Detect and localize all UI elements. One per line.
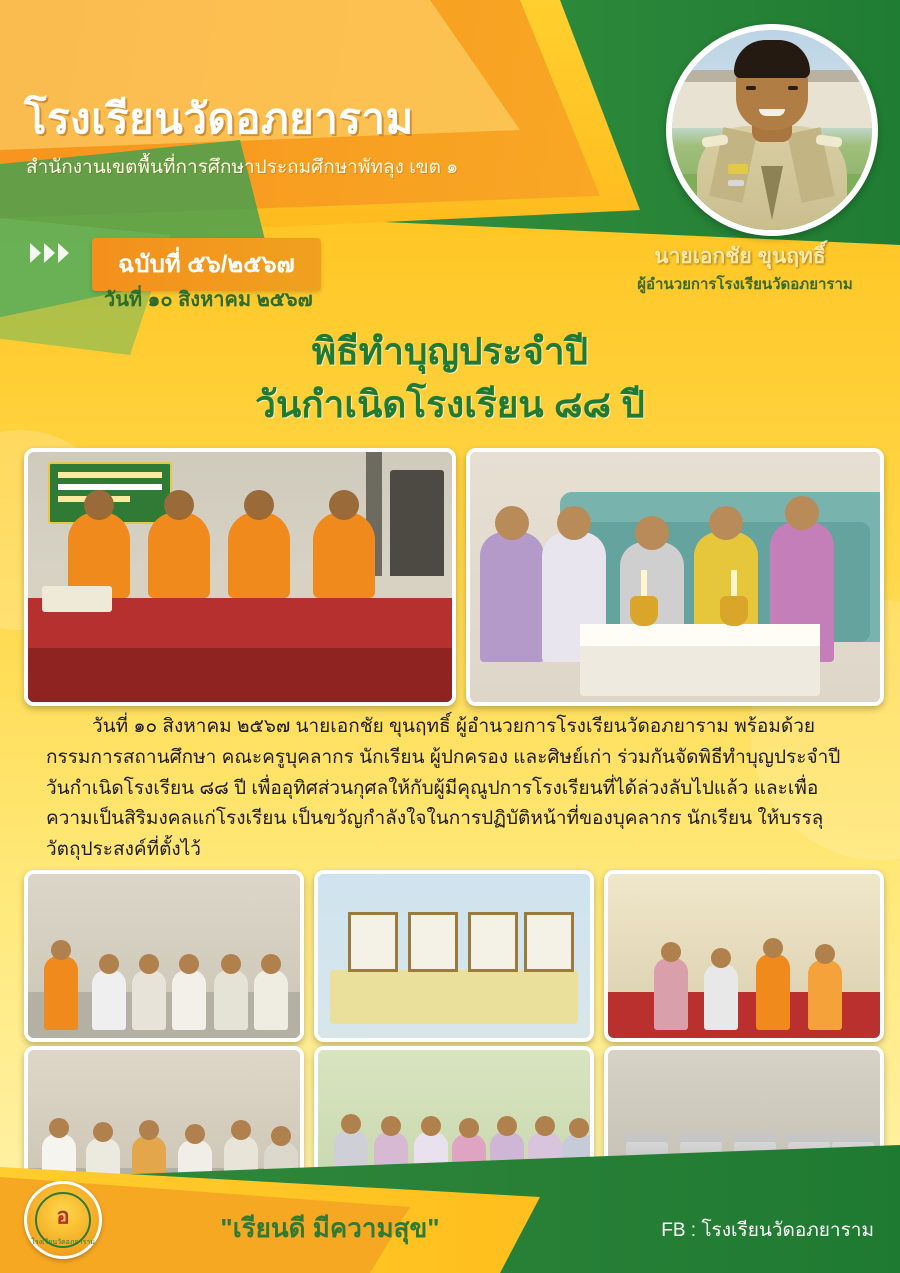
director-role: ผู้อำนวยการโรงเรียนวัดอภยาราม [637, 276, 853, 293]
photo-altar-portraits [314, 870, 594, 1042]
director-name: นายเอกชัย ขุนฤทธิ์ [654, 245, 826, 268]
article-body [46, 712, 858, 866]
office-name: สำนักงานเขตพื้นที่การศึกษาประถมศึกษาพัทลุง เขต ๑ [26, 157, 459, 178]
issue-date: วันที่ ๑๐ สิงหาคม ๒๕๖๗ [104, 289, 313, 311]
photo-candle-lighting [466, 448, 884, 706]
school-logo [24, 1181, 102, 1259]
article-paragraph: วันที่ ๑๐ สิงหาคม ๒๕๖๗ นายเอกชัย ขุนฤทธิ์ ผู้อำนวยการโรงเรียนวัดอภยาราม พร้อมด้วยกรรมการสถานศึกษา คณะครูบุคลากร นักเรียน ผู้ปกครอง และศิษย์เก่า ร่วมกันจัดพิธีทำบุญประจำปีวันกำเนิดโรงเรียน ๘๘ ปี เพื่ออุทิศส่วนกุศลให้กับผู้มีคุณูปการโรงเรียนที่ได้ล่วงลับไปแล้ว และเพื่อความเป็นสิริมงคลแก่โรงเรียน เป็นขวัญกำลังใจในการปฏิบัติหน้าที่ของบุคลากร นักเรียน ให้บรรลุวัตถุประสงค์ที่ตั้งไว้ [46, 716, 841, 861]
page-title [0, 326, 900, 431]
facebook-handle: FB : โรงเรียนวัดอภยาราม [661, 1220, 874, 1241]
photo-audience-monk [24, 870, 304, 1042]
school-logo-sub: โรงเรียนวัดอภยาราม [31, 1239, 95, 1246]
chevron-right-icon [30, 243, 69, 263]
headline-line-1: พิธีทำบุญประจำปี [311, 331, 589, 372]
issue-number-badge: ฉบับที่ ๕๖/๒๕๖๗ [92, 238, 321, 291]
director-avatar [666, 24, 878, 236]
school-name: โรงเรียนวัดอภยาราม [24, 95, 414, 142]
school-motto: "เรียนดี มีความสุข" [220, 1213, 440, 1243]
photo-offering-monk [604, 870, 884, 1042]
headline-line-2: วันกำเนิดโรงเรียน ๘๘ ปี [255, 383, 645, 425]
photo-ceremony-monks [24, 448, 456, 706]
school-logo-mark: อ [56, 1203, 70, 1229]
